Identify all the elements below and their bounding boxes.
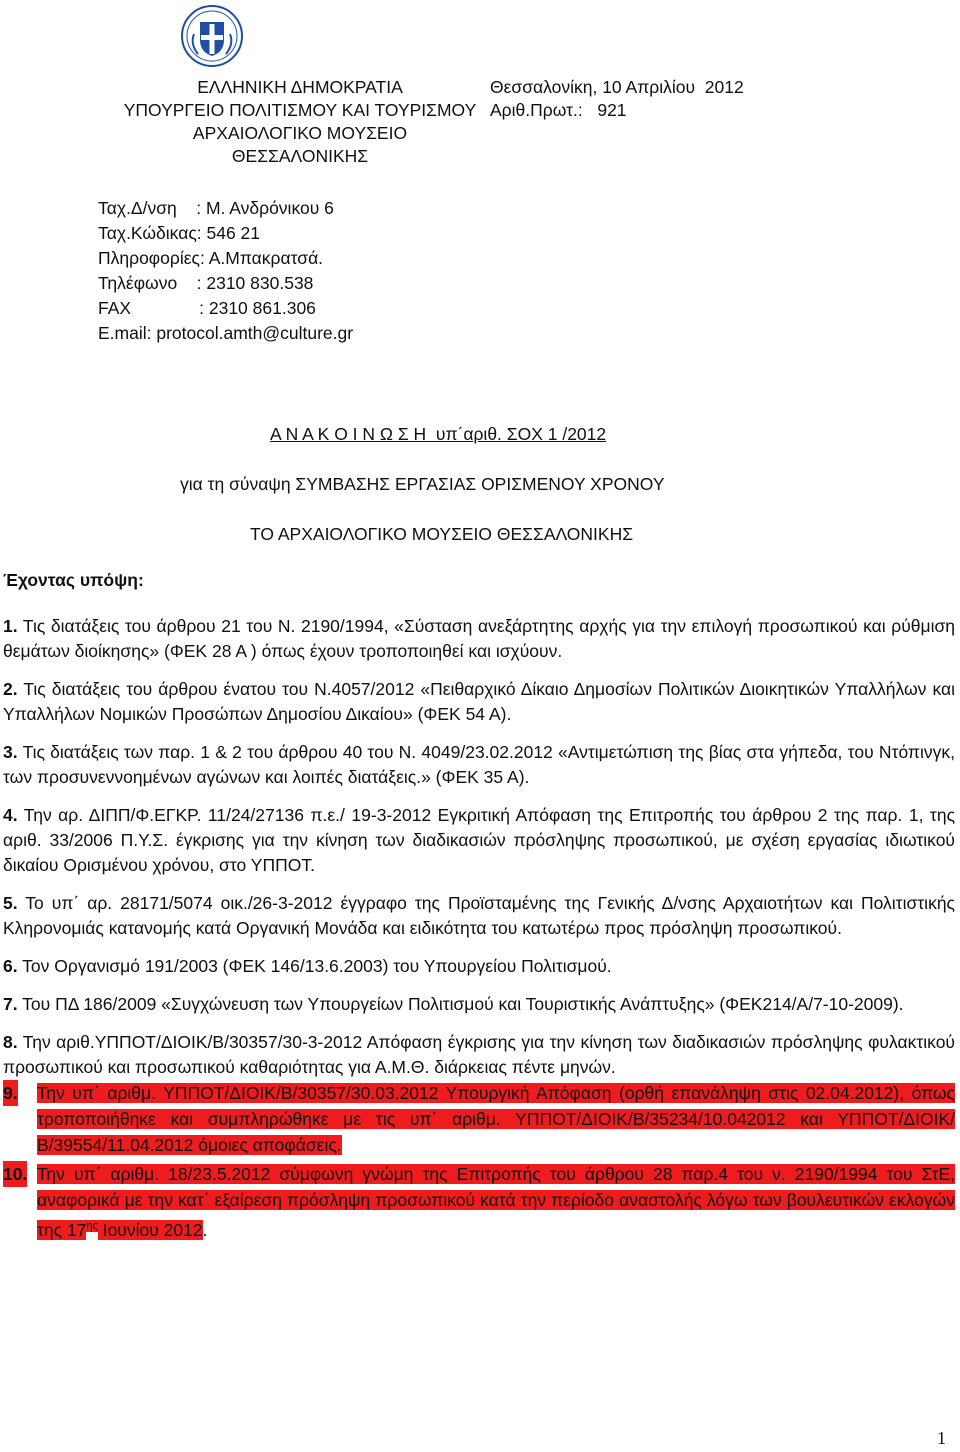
item-text: Την υπ΄ αριθμ. 18/23.5.2012 σύμφωνη γνώμη της Επιτροπής του άρθρου 28 παρ.4 του ν. 2190/1994 του ΣτΕ, αναφορικά με την κατ΄ εξαίρεση πρόσληψη προσωπικού κατά την περίοδο αναστολής λόγω των βουλευτικών εκλογών της 17 [37,1164,955,1240]
list-item [3,614,955,664]
issuer-block [100,76,500,168]
list-item [3,677,955,727]
item-end-mark: . [202,1219,208,1240]
announcement-title: Α Ν Α Κ Ο Ι Ν Ω Σ Η υπ΄αριθ. ΣΟΧ 1 /2012 [270,424,607,444]
item-number: 2. [3,679,18,699]
list-item [3,740,955,790]
list-item [3,954,955,979]
announcement-subtitle: για τη σύναψη ΣΥΜΒΑΣΗΣ ΕΡΓΑΣΙΑΣ ΟΡΙΣΜΕΝΟΥ ΧΡΟΝΟΥ [180,474,665,494]
list-item [3,891,955,941]
contact-email: E.mail: protocol.amth@culture.gr [98,323,354,343]
contact-postcode: Ταχ.Κώδικας: 546 21 [98,223,261,243]
contact-info-person: Πληροφορίες: Α.Μπακρατσά. [98,248,324,268]
item-text: Τις διατάξεις του άρθρου ένατου του Ν.4057/2012 «Πειθαρχικό Δίκαιο Δημοσίων Πολιτικών Διοικητικών Υπαλλήλων και Υπαλλήλων Νομικών Προσώπων Δημοσίου Δικαίου» (ΦΕΚ 54 Α). [3,679,955,724]
having-regard-label: Έχοντας υπόψη: [3,570,144,590]
announcement-org: ΤΟ ΑΡΧΑΙΟΛΟΓΙΚΟ ΜΟΥΣΕΙΟ ΘΕΣΣΑΛΟΝΙΚΗΣ [250,524,634,544]
considerations-list [3,614,955,1243]
item-number: 7. [3,994,18,1014]
contact-address: Ταχ.Δ/νση : Μ. Ανδρόνικου 6 [98,198,334,218]
date-protocol-block [490,76,744,122]
issuer-line: ΑΡΧΑΙΟΛΟΓΙΚΟ ΜΟΥΣΕΙΟ [192,123,408,143]
item-number: 6. [3,956,18,976]
document-date: Θεσσαλονίκη, 10 Απριλίου 2012 [490,77,744,97]
list-item [3,992,955,1017]
item-text: Του ΠΔ 186/2009 «Συγχώνευση των Υπουργείων Πολιτισμού και Τουριστικής Ανάπτυξης» (ΦΕΚ214/Α/7-10-2009). [22,994,904,1014]
contact-fax: FAX : 2310 861.306 [98,298,316,318]
item-number: 9. [3,1080,18,1106]
highlighted-item [3,1080,955,1158]
issuer-line: ΘΕΣΣΑΛΟΝΙΚΗΣ [231,146,369,166]
item-number: 1. [3,616,18,636]
item-number: 4. [3,805,18,825]
highlighted-item [3,1161,955,1243]
list-item [3,1030,955,1080]
issuer-line: ΕΛΛΗΝΙΚΗ ΔΗΜΟΚΡΑΤΙΑ [197,77,403,97]
protocol-number: Αριθ.Πρωτ.: 921 [490,100,627,120]
greek-state-seal [180,4,244,68]
item-number: 10. [3,1161,27,1187]
ordinal-suffix: ης [86,1220,98,1232]
item-text: Την αριθ.ΥΠΠΟΤ/ΔΙΟΙΚ/Β/30357/30-3-2012 Απόφαση έγκρισης για την κίνηση των διαδικασιών πρόσληψης φυλακτικού προσωπικού και προσωπικού καθαριότητας για Α.Μ.Θ. διάρκειας πέντε μηνών. [3,1032,955,1077]
item-number: 5. [3,893,18,913]
list-item [3,803,955,878]
item-number: 8. [3,1032,18,1052]
contact-block [98,196,353,346]
item-text-tail: Ιουνίου 2012 [97,1219,203,1240]
item-text: Τις διατάξεις των παρ. 1 & 2 του άρθρου 40 του Ν. 4049/23.02.2012 «Αντιμετώπιση της βίας στα γήπεδα, του Ντόπινγκ, των προσυνεννοημένων αγώνων και λοιπές διατάξεις.» (ΦΕΚ 35 Α). [3,742,955,787]
issuer-line: ΥΠΟΥΡΓΕΙΟ ΠΟΛΙΤΙΣΜΟΥ ΚΑΙ ΤΟΥΡΙΣΜΟΥ [123,100,477,120]
item-text: Το υπ΄ αρ. 28171/5074 οικ./26-3-2012 έγγραφο της Προϊσταμένης της Γενικής Δ/νσης Αρχαιοτήτων και Πολιτιστικής Κληρονομιάς κατανομής κατά Οργανική Μονάδα και ειδικότητα του κατωτέρω προς πρόσληψη προσωπικού. [3,893,955,938]
page-number: 1 [937,1428,946,1448]
contact-phone: Τηλέφωνο : 2310 830.538 [98,273,314,293]
item-number: 3. [3,742,18,762]
item-text: Τις διατάξεις του άρθρου 21 του Ν. 2190/1994, «Σύσταση ανεξάρτητης αρχής για την επιλογή προσωπικού και ρύθμιση θεμάτων διοίκησης» (ΦΕΚ 28 Α ) όπως έχουν τροποποιηθεί και ισχύουν. [3,616,955,661]
item-text: Την υπ΄ αριθμ. ΥΠΠΟΤ/ΔΙΟΙΚ/Β/30357/30.03.2012 Υπουργική Απόφαση (ορθή επανάληψη στις 02.04.2012), όπως τροποποιήθηκε και συμπληρώθηκε με τις υπ΄ αριθμ. ΥΠΠΟΤ/ΔΙΟΙΚ/Β/35234/10.042012 και ΥΠΠΟΤ/ΔΙΟΙΚ/Β/39554/11.04.2012 όμοιες αποφάσεις. [37,1083,955,1155]
item-text: Τον Οργανισμό 191/2003 (ΦΕΚ 146/13.6.2003) του Υπουργείου Πολιτισμού. [22,956,612,976]
item-text: Την αρ. ΔΙΠΠ/Φ.ΕΓΚΡ. 11/24/27136 π.ε./ 19-3-2012 Εγκριτική Απόφαση της Επιτροπής του άρθρου 2 της παρ. 1, της αριθ. 33/2006 Π.Υ.Σ. έγκρισης για την κίνηση των διαδικασιών πρόσληψης προσωπικού, με σχέση εργασίας ιδιωτικού δικαίου Ορισμένου χρόνου, στο ΥΠΠΟΤ. [3,805,956,875]
